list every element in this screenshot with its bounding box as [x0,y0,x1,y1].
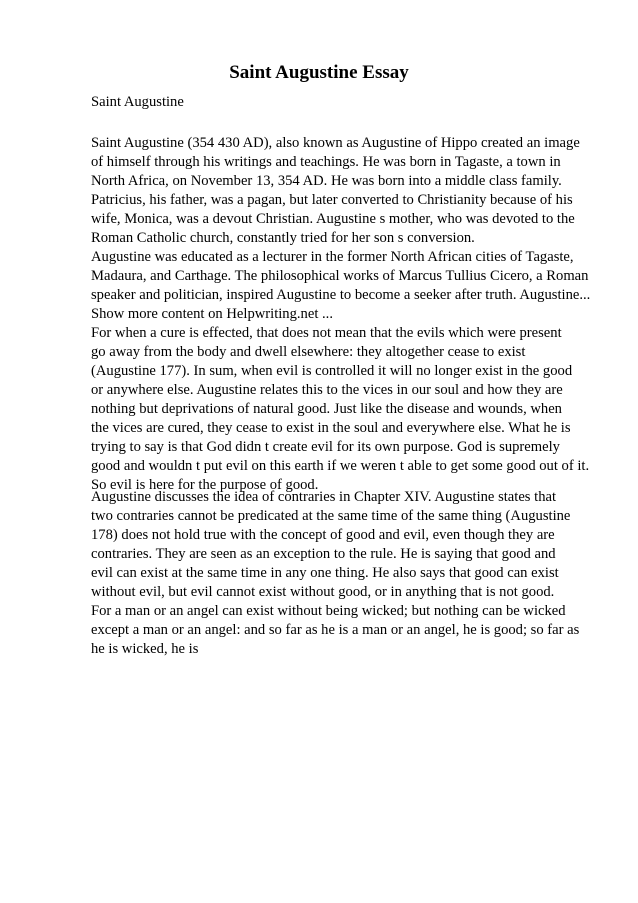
paragraph-line: except a man or an angel: and so far as he is a man or an angel, he is good; so far as [91,622,580,638]
paragraph-1 [91,134,580,248]
paragraph-line: nothing but deprivations of natural good. Just like the disease and wounds, when [91,401,562,417]
paragraph-line: Roman Catholic church, constantly tried for her son s conversion. [91,230,475,246]
paragraph-line: Augustine was educated as a lecturer in the former North African cities of Tagaste, [91,249,574,265]
paragraph-2 [91,248,590,495]
paragraph-line: Saint Augustine (354 430 AD), also known as Augustine of Hippo created an image [91,135,580,151]
document-subheading: Saint Augustine [91,94,184,110]
paragraph-line: 178) does not hold true with the concept of good and evil, even though they are [91,527,555,543]
paragraph-line: contraries. They are seen as an exception to the rule. He is saying that good and [91,546,556,562]
paragraph-line: go away from the body and dwell elsewhere: they altogether cease to exist [91,344,526,360]
paragraph-line: of himself through his writings and teachings. He was born in Tagaste, a town in [91,154,561,170]
paragraph-line: without evil, but evil cannot exist without good, or in anything that is not good. [91,584,555,600]
paragraph-line: speaker and politician, inspired Augustine to become a seeker after truth. Augustine... [91,287,591,303]
paragraph-line: For when a cure is effected, that does not mean that the evils which were present [91,325,562,341]
paragraph-line: good and wouldn t put evil on this earth if we weren t able to get some good out of it. [91,458,590,474]
paragraph-line: Patricius, his father, was a pagan, but later converted to Christianity because of his [91,192,573,208]
document-title: Saint Augustine Essay [229,62,409,83]
paragraph-line: For a man or an angel can exist without being wicked; but nothing can be wicked [91,603,566,619]
paragraph-line: wife, Monica, was a devout Christian. Augustine s mother, who was devoted to the [91,211,575,227]
paragraph-line: trying to say is that God didn t create evil for its own purpose. God is supremely [91,439,560,455]
paragraph-3 [91,488,579,659]
paragraph-line: he is wicked, he is [91,641,199,657]
paragraph-line: evil can exist at the same time in any one thing. He also says that good can exist [91,565,559,581]
paragraph-line: Madaura, and Carthage. The philosophical works of Marcus Tullius Cicero, a Roman [91,268,589,284]
paragraph-line: Augustine discusses the idea of contraries in Chapter XIV. Augustine states that [91,489,557,505]
paragraph-line: or anywhere else. Augustine relates this to the vices in our soul and how they are [91,382,563,398]
paragraph-line: So evil is here for the purpose of good. [91,477,319,493]
paragraph-line: (Augustine 177). In sum, when evil is controlled it will no longer exist in the good [91,363,573,379]
paragraph-line: the vices are cured, they cease to exist in the soul and everywhere else. What he is [91,420,571,436]
paragraph-line: North Africa, on November 13, 354 AD. He was born into a middle class family. [91,173,562,189]
show-more-link[interactable]: Show more content on Helpwriting.net ... [91,306,333,322]
paragraph-line: two contraries cannot be predicated at the same time of the same thing (Augustine [91,508,571,524]
